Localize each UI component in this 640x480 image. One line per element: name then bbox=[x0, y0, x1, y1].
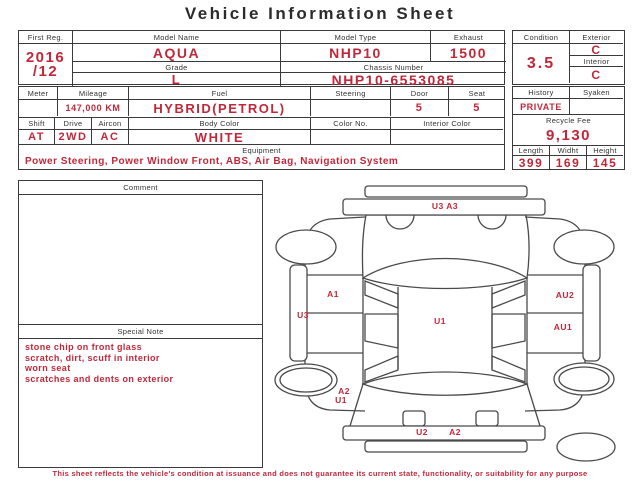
headlight-left-icon bbox=[386, 215, 414, 229]
condition-label: Condition bbox=[513, 31, 570, 44]
shift-label: Shift bbox=[19, 118, 55, 130]
model-name-value: AQUA bbox=[73, 44, 281, 62]
rear-bumper-bar bbox=[343, 426, 545, 440]
hood-right-line bbox=[526, 215, 529, 278]
first-reg-value bbox=[19, 44, 73, 86]
history-block bbox=[512, 86, 625, 170]
headlight-right-icon bbox=[478, 215, 506, 229]
wheel-rear-left-icon bbox=[275, 364, 337, 396]
damage-label-roof: U1 bbox=[434, 316, 446, 326]
comment-label: Comment bbox=[19, 181, 262, 195]
aircon-label: Aircon bbox=[92, 118, 129, 130]
body-color-label: Body Color bbox=[129, 118, 311, 130]
hood-left-line bbox=[362, 215, 366, 278]
rear-lower-bar bbox=[365, 441, 527, 452]
color-no-value bbox=[311, 130, 391, 144]
wheel-front-left-icon bbox=[276, 230, 336, 264]
spare-wheel-icon bbox=[557, 433, 615, 461]
mileage-value: 147,000 KM bbox=[58, 100, 129, 116]
history-label: History bbox=[513, 87, 570, 99]
mileage-label: Mileage bbox=[58, 87, 129, 100]
meter-value bbox=[19, 100, 58, 116]
color-no-label: Color No. bbox=[311, 118, 391, 130]
fuel-value: HYBRID(PETROL) bbox=[129, 100, 311, 116]
damage-label-rear-bumper-1: U2 bbox=[416, 427, 428, 437]
width-value: 169 bbox=[550, 156, 587, 170]
syaken-value bbox=[570, 99, 623, 114]
model-name-label: Model Name bbox=[73, 31, 281, 44]
rear-lamp-left bbox=[403, 411, 425, 426]
recycle-fee-value: 9,130 bbox=[545, 127, 592, 144]
special-note-line: scratches and dents on exterior bbox=[25, 373, 174, 384]
seat-label: Seat bbox=[449, 87, 505, 100]
interior-color-value bbox=[391, 130, 503, 144]
damage-label-front: U3 A3 bbox=[431, 201, 459, 211]
damage-label-rear-bumper-2: A2 bbox=[449, 427, 461, 437]
spec-table bbox=[18, 86, 505, 170]
right-panel-lines bbox=[527, 275, 583, 353]
rear-window-shape bbox=[363, 372, 527, 395]
model-type-value: NHP10 bbox=[281, 44, 431, 62]
wheel-front-right-icon bbox=[554, 230, 614, 264]
exterior-label: Exterior bbox=[570, 31, 623, 44]
car-condition-diagram bbox=[270, 178, 635, 468]
drive-label: Drive bbox=[55, 118, 92, 130]
model-type-label: Model Type bbox=[281, 31, 431, 44]
first-reg-label: First Reg. bbox=[19, 31, 73, 44]
exhaust-label: Exhaust bbox=[431, 31, 506, 44]
wheel-rear-right-icon bbox=[554, 363, 614, 395]
page-title: Vehicle Information Sheet bbox=[184, 4, 456, 23]
length-value: 399 bbox=[513, 156, 550, 170]
first-reg-month: /12 bbox=[32, 63, 59, 80]
front-upper-bar bbox=[365, 186, 527, 197]
trunk-side-lines bbox=[350, 384, 540, 426]
aircon-value: AC bbox=[92, 130, 129, 144]
meter-label: Meter bbox=[19, 87, 58, 100]
condition-block bbox=[512, 30, 625, 85]
exhaust-value: 1500 bbox=[431, 44, 506, 62]
steering-value bbox=[311, 100, 391, 116]
steering-label: Steering bbox=[311, 87, 391, 100]
equipment-value: Power Steering, Power Window Front, ABS, Air Bag, Navigation System bbox=[25, 156, 399, 167]
body-color-value: WHITE bbox=[129, 130, 311, 144]
cabin-side-lines bbox=[363, 278, 527, 384]
window-mid-left bbox=[365, 314, 398, 348]
damage-label-left-quarter-1: A2 bbox=[338, 386, 350, 396]
damage-label-right-rear-door: AU1 bbox=[553, 322, 573, 332]
rocker-right bbox=[583, 265, 600, 361]
footer-disclaimer: This sheet reflects the vehicle's condition at issuance and does not guarantee its current state, functionality, or suitability for any purpose bbox=[52, 469, 588, 478]
damage-label-left-rocker: U3 bbox=[297, 310, 309, 320]
damage-label-right-door: AU2 bbox=[555, 290, 575, 300]
special-note-line: scratch, dirt, scuff in interior bbox=[25, 352, 160, 363]
exterior-value: C bbox=[570, 44, 623, 56]
width-label: Widht bbox=[550, 146, 587, 156]
windshield-shape bbox=[363, 259, 527, 289]
door-value: 5 bbox=[391, 100, 449, 116]
special-note-line: stone chip on front glass bbox=[25, 342, 143, 352]
left-panel-lines bbox=[307, 275, 363, 353]
rear-lamp-right bbox=[476, 411, 498, 426]
length-label: Length bbox=[513, 146, 550, 156]
height-value: 145 bbox=[592, 156, 618, 170]
window-mid-right bbox=[492, 314, 525, 348]
history-value: PRIVATE bbox=[513, 99, 570, 114]
fuel-label: Fuel bbox=[129, 87, 311, 100]
grade-value: L bbox=[73, 73, 281, 86]
interior-value: C bbox=[591, 68, 602, 82]
special-note-line: worn seat bbox=[25, 363, 71, 373]
damage-label-left-door: A1 bbox=[327, 289, 339, 299]
first-reg-year: 2016 bbox=[25, 49, 66, 66]
chassis-number-label: Chassis Number bbox=[281, 62, 506, 73]
syaken-label: Syaken bbox=[570, 87, 623, 99]
special-note-label: Special Note bbox=[19, 324, 262, 339]
drive-value: 2WD bbox=[55, 130, 92, 144]
recycle-fee-label: Recycle Fee bbox=[546, 116, 591, 125]
model-info-table bbox=[18, 30, 505, 85]
chassis-number-value: NHP10-6553085 bbox=[331, 73, 456, 86]
shift-value: AT bbox=[19, 130, 55, 144]
interior-label: Interior bbox=[570, 56, 623, 67]
seat-value: 5 bbox=[473, 102, 481, 114]
equipment-label: Equipment bbox=[242, 145, 281, 155]
special-note-list bbox=[19, 339, 262, 467]
comment-box bbox=[18, 180, 263, 468]
condition-value: 3.5 bbox=[513, 44, 570, 83]
comment-area bbox=[19, 195, 262, 324]
door-label: Door bbox=[391, 87, 449, 100]
roof-side-lines bbox=[398, 287, 492, 369]
grade-label: Grade bbox=[73, 62, 281, 73]
damage-label-left-quarter-2: U1 bbox=[335, 395, 347, 405]
height-label: Height bbox=[587, 146, 623, 156]
interior-color-label: Interior Color bbox=[391, 118, 503, 130]
